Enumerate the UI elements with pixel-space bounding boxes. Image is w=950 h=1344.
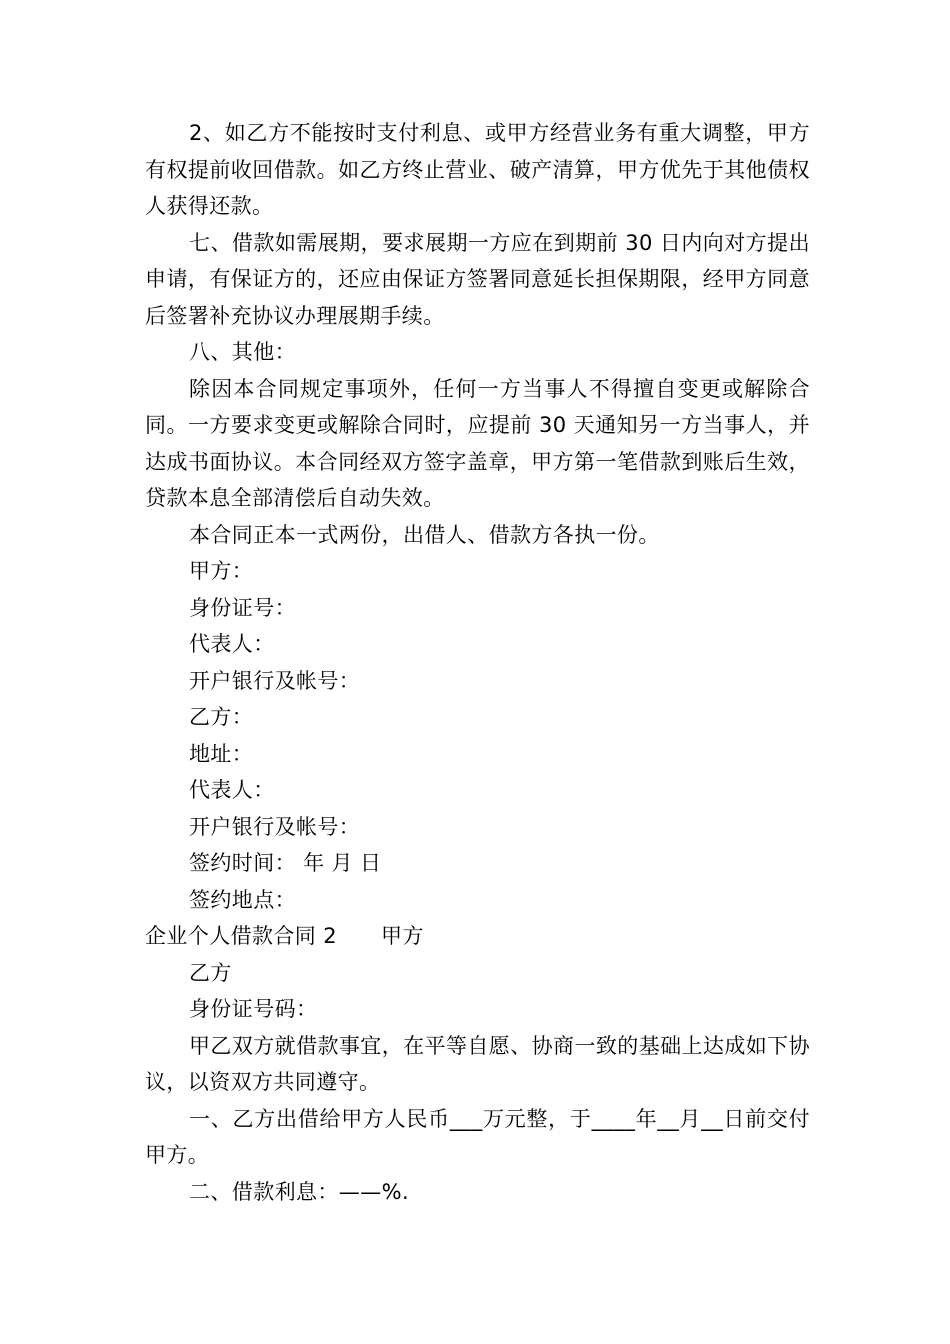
- paragraph: 开户银行及帐号：: [189, 668, 361, 693]
- paragraph: 地址：: [189, 741, 254, 766]
- section-title: 企业个人借款合同 2: [145, 924, 338, 948]
- paragraph: 签约地点：: [189, 887, 296, 912]
- paragraph: 身份证号：: [189, 595, 296, 620]
- document-page: [145, 115, 810, 1210]
- paragraph: 甲乙双方就借款事宜，在平等自愿、协商一致的基础上达成如下协议，以资双方共同遵守。: [145, 1033, 810, 1094]
- paragraph: 开户银行及帐号：: [189, 814, 361, 839]
- paragraph: 除因本合同规定事项外，任何一方当事人不得擅自变更或解除合同。一方要求变更或解除合同时，应提前 30 天通知另一方当事人，并达成书面协议。本合同经双方签字盖章，甲方第一笔借款到账后生效，贷款本息全部清偿后自动失效。: [145, 376, 810, 510]
- paragraph: 一、乙方出借给甲方人民币___万元整，于____年__月__日前交付甲方。: [145, 1106, 810, 1167]
- paragraph: 身份证号码：: [189, 997, 318, 1021]
- paragraph: 乙方: [189, 960, 232, 985]
- section-title-party: 甲方: [381, 924, 424, 948]
- paragraph: 二、借款利息：——%.: [189, 1179, 410, 1204]
- paragraph: 乙方：: [189, 705, 254, 729]
- paragraph: 七、借款如需展期，要求展期一方应在到期前 30 日内向对方提出申请，有保证方的，还应由保证方签署同意延长担保期限，经甲方同意后签署补充协议办理展期手续。: [145, 230, 810, 328]
- paragraph: 本合同正本一式两份，出借人、借款方各执一份。: [189, 522, 660, 547]
- paragraph: 2、如乙方不能按时支付利息、或甲方经营业务有重大调整，甲方有权提前收回借款。如乙方终止营业、破产清算，甲方优先于其他债权人获得还款。: [145, 121, 810, 218]
- paragraph: 代表人：: [189, 632, 275, 656]
- paragraph: 签约时间： 年 月 日: [189, 851, 382, 875]
- paragraph: 八、其他：: [189, 340, 296, 364]
- paragraph: 甲方：: [189, 559, 254, 583]
- paragraph: 代表人：: [189, 778, 275, 802]
- section-heading: [145, 918, 810, 955]
